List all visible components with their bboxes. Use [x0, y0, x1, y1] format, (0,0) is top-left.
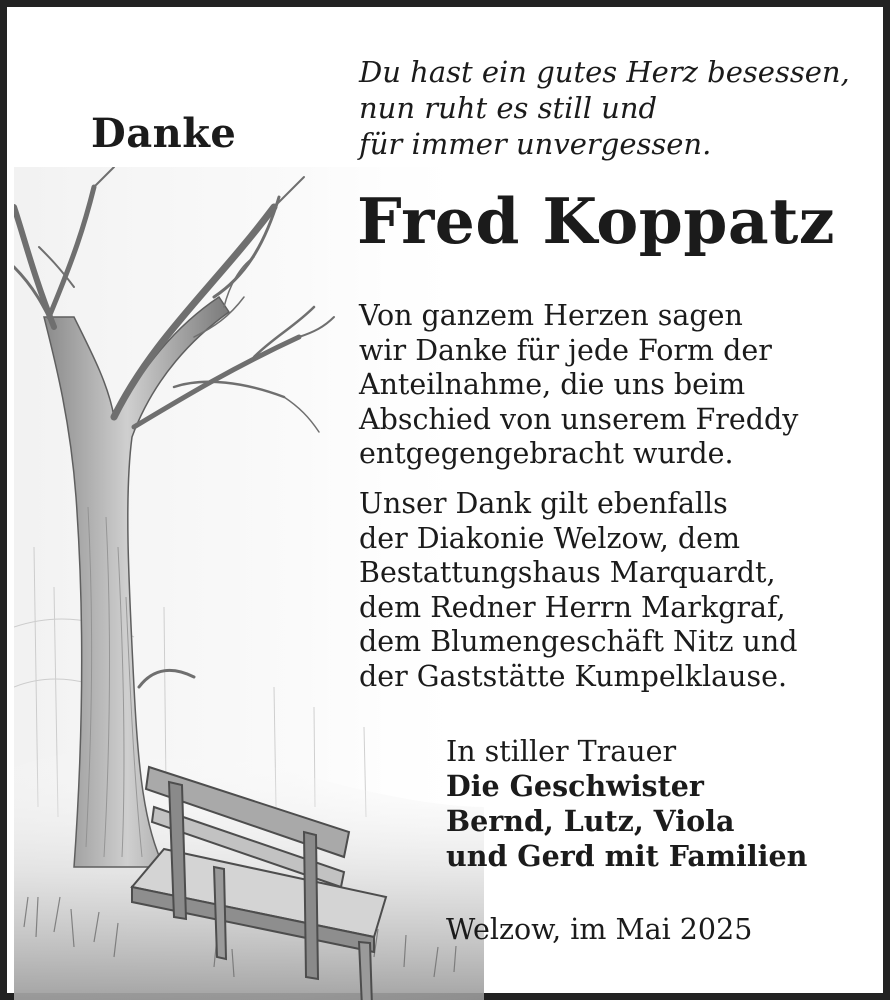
signer-line: und Gerd mit Familien [446, 839, 808, 873]
text-line: entgegengebracht wurde. [359, 437, 734, 471]
text-line: dem Blumengeschäft Nitz und [359, 625, 798, 659]
thanks-paragraph [359, 299, 798, 472]
mourning-intro: In stiller Trauer [446, 735, 677, 768]
place-and-date: Welzow, im Mai 2025 [446, 913, 753, 946]
heading-danke: Danke [91, 110, 237, 157]
text-line: Anteilnahme, die uns beim [359, 368, 746, 402]
text-line: wir Danke für jede Form der [359, 333, 772, 367]
signer-line: Bernd, Lutz, Viola [446, 804, 735, 838]
text-line: Bestattungshaus Marquardt, [359, 556, 776, 590]
text-line: Abschied von unserem Freddy [359, 402, 799, 436]
text-line: Von ganzem Herzen sagen [359, 299, 743, 332]
poem-line: Du hast ein gutes Herz besessen, [359, 55, 850, 89]
poem-line: nun ruht es still und [359, 91, 658, 125]
signer-line: Die Geschwister [446, 769, 704, 803]
acknowledgements-paragraph [359, 487, 798, 695]
memorial-poem [359, 54, 850, 162]
poem-line: für immer unvergessen. [359, 127, 712, 161]
mourners-block [446, 734, 807, 874]
text-line: der Gaststätte Kumpelklause. [359, 659, 788, 693]
text-line: der Diakonie Welzow, dem [359, 521, 740, 555]
deceased-name: Fred Koppatz [357, 184, 836, 258]
text-line: Unser Dank gilt ebenfalls [359, 487, 728, 520]
text-line: dem Redner Herrn Markgraf, [359, 590, 786, 624]
